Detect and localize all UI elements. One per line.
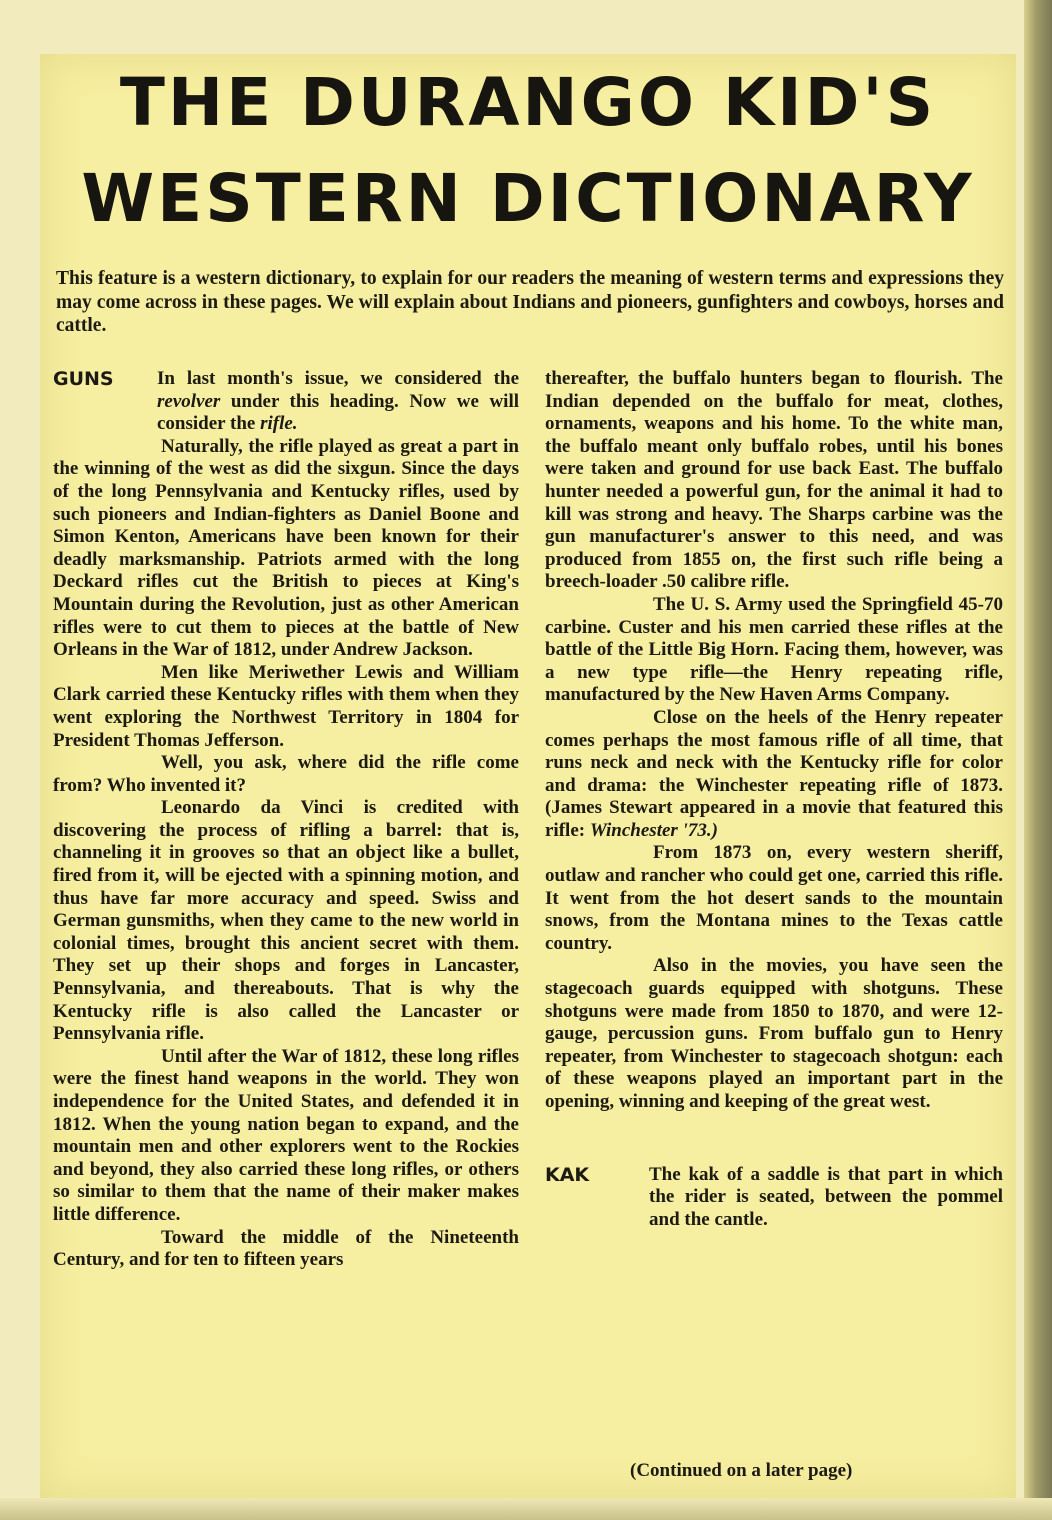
kak-entry xyxy=(545,1164,1003,1232)
title-line-2: WESTERN DICTIONARY xyxy=(81,160,975,237)
paragraph: Naturally, the rifle played as great a part in the winning of the west as did the sixgun. Since the days of the long Pennsylvania and Kentucky rifles, used by such pioneers and Indian-fighters as Daniel Boone and Simon Kenton, Americans have been known for their deadly marksmanship. Patriots armed with the long Deckard rifles cut the British to pieces at King's Mountain during the Revolution, just as other American rifles were to cut them to pieces at the battle of New Orleans in the War of 1812, under Andrew Jackson. xyxy=(53,435,519,661)
left-column xyxy=(53,368,519,1272)
kak-definition: The kak of a saddle is that part in which the rider is seated, between the pommel and the cantle. xyxy=(649,1163,1003,1230)
kak-heading: KAK xyxy=(545,1163,590,1186)
intro-text: This feature is a western dictionary, to explain for our readers the meaning of western terms and expressions they may come across in these pages. We will explain about Indians and pioneers, gunfighters and cowboys, horses and cattle. xyxy=(56,268,1004,336)
paragraph: Leonardo da Vinci is credited with discovering the process of rifling a barrel: that is, channeling it in grooves so that an object like a bullet, fired from it, will be ejected with a spinning motion, and thus have far more accuracy and speed. Swiss and German gunsmiths, when they came to the new world in colonial times, brought this ancient secret with them. They set up their shops and forges in Lancaster, Pennsylvania, and thereabouts. That is why the Kentucky rifle is also called the Lancaster or Pennsylvania rifle. xyxy=(53,797,519,1045)
paragraph: The U. S. Army used the Springfield 45-70 carbine. Custer and his men carried these rifles at the battle of the Little Big Horn. Facing them, however, was a new type rifle—the Henry repeating rifle, manufactured by the New Haven Arms Company. xyxy=(545,593,1003,706)
paragraph: Well, you ask, where did the rifle come from? Who invented it? xyxy=(53,752,519,796)
winchester-title: Winchester '73.) xyxy=(589,819,718,841)
paragraph: Also in the movies, you have seen the stagecoach guards equipped with shotguns. These shotguns were made from 1850 to 1870, and were 12-gauge, percussion guns. From buffalo gun to Henry repeater, from Winchester to stagecoach shotgun: each of these weapons played an important part in the opening, winning and keeping of the great west. xyxy=(545,955,1003,1112)
guns-heading: GUNS xyxy=(53,368,114,390)
paragraph: Until after the War of 1812, these long rifles were the finest hand weapons in the world. They won independence for the United States, and defended it in 1812. When the young nation began to expand, and the mountain men and other explorers went to the Rockies and beyond, they also carried these long rifles, or others so similar to them that the name of their maker makes little difference. xyxy=(53,1045,519,1225)
guns-entry xyxy=(53,368,519,436)
winchester-paragraph xyxy=(545,707,1003,843)
guns-revolver-term: revolver xyxy=(157,390,221,412)
title-line-1: THE DURANGO KID'S xyxy=(119,64,937,141)
paragraph: From 1873 on, every western sheriff, outlaw and rancher who could get one, carried this rifle. It went from the hot desert sands to the mountain snows, from the Montana mines to the Texas cattle country. xyxy=(545,842,1003,954)
paragraph: Toward the middle of the Nineteenth Century, and for ten to fifteen years xyxy=(53,1226,519,1271)
paragraph: thereafter, the buffalo hunters began to flourish. The Indian depended on the buffalo for meat, clothes, ornaments, weapons and his home. To the white man, the buffalo meant only buffalo robes, until his bones were taken and ground for use back East. The buffalo hunter needed a powerful gun, for the animal it had to kill was strong and heavy. The Sharps carbine was the gun manufacturer's answer to this need, and was produced from 1855 on, the first such rifle being a breech-loader .50 calibre rifle. xyxy=(545,368,1003,593)
right-column xyxy=(545,368,1003,1231)
guns-first-text-a: In last month's issue, we considered the xyxy=(157,368,519,389)
page-edge-bottom xyxy=(0,1498,1052,1520)
guns-first-text-b: under this heading. Now we will consider the xyxy=(157,390,519,435)
paragraph: Men like Meriwether Lewis and William Clark carried these Kentucky rifles with them when they went exploring the Northwest Territory in 1804 for President Thomas Jefferson. xyxy=(53,661,519,751)
guns-first-paragraph xyxy=(53,368,519,436)
continued-note: (Continued on a later page) xyxy=(630,1460,853,1481)
page-edge xyxy=(1024,0,1052,1520)
article-panel xyxy=(40,54,1016,1498)
guns-rifle-term: rifle. xyxy=(260,413,298,435)
winchester-text: Close on the heels of the Henry repeater comes perhaps the most famous rifle of all time, that runs neck and neck with the Kentucky rifle for color and drama: the Winchester repeating rifle of 1873. (James Stewart appeared in a movie that featured this rifle: xyxy=(545,706,1003,841)
